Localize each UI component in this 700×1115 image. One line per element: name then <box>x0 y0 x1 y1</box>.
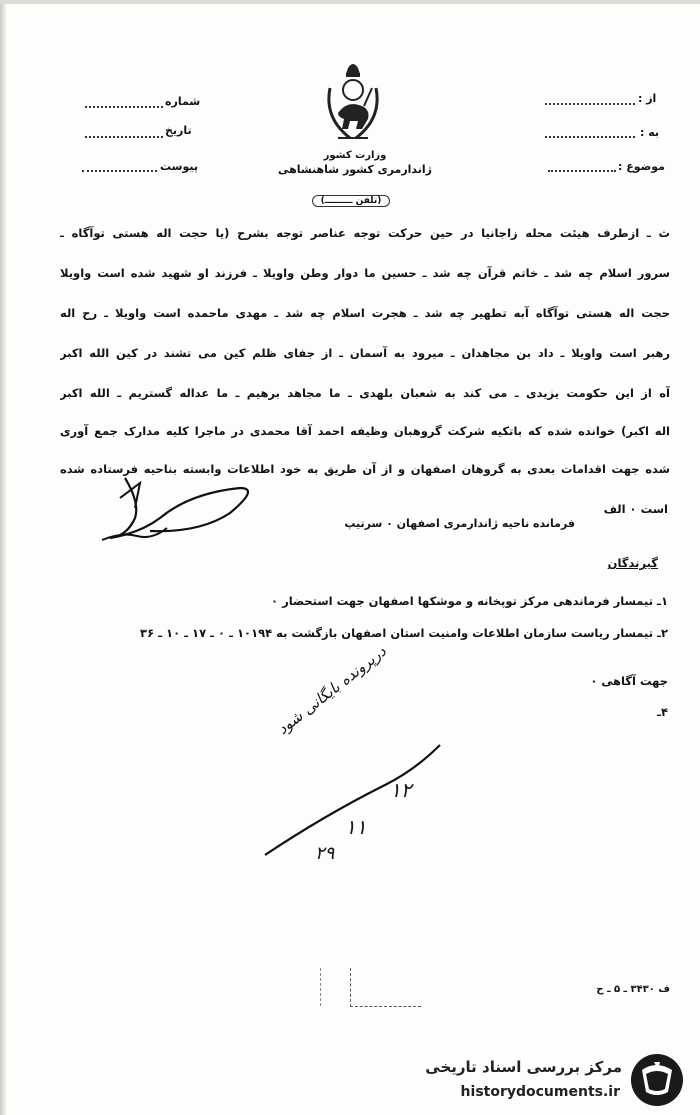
body-line: ث ـ ازطرف هیئت محله زاجانیا در حین حرکت توجه عناصر توجه بشرح (یا حجت اله هستی توآگاه ـ <box>60 226 670 240</box>
subject-field <box>548 170 616 172</box>
body-line: رهبر است واویلا ـ داد بن مجاهدان ـ میرود به آسمان ـ از جفای ظلم کین می تشند در کین الله اکبر <box>60 346 670 360</box>
watermark-title: مرکز بررسی اسناد تاریخی <box>425 1058 622 1076</box>
handwritten-number: ۲۹ <box>315 843 335 864</box>
body-line: حجت اله هستی توآگاه آبه تطهیر چه شد ـ هجرت اسلام چه شد ـ مهدی ماحمده است واویلا ـ رح اله <box>60 306 670 320</box>
office-name: ژاندارمری کشور شاهنشاهی <box>277 163 433 176</box>
recipient-item: ۴ـ <box>657 705 668 719</box>
handwritten-stroke-icon <box>255 735 455 865</box>
from-label: از : <box>638 92 657 105</box>
form-code: ف ۳۴۳۰ ـ ۵ ـ ح <box>596 984 670 995</box>
number-label: شماره <box>165 95 201 108</box>
body-line: شده جهت اقدامات بعدی به گروهان اصفهان و از آن طریق به خود اطلاعات وابسته بناحیه فرستاده شده <box>60 462 670 476</box>
handwritten-note: درپرونده بایگانی شود <box>273 642 390 738</box>
handwritten-number: ۱۱ <box>345 815 367 839</box>
archive-logo-icon <box>628 1052 686 1108</box>
recipients-title: گیرندگان <box>607 556 658 570</box>
page-edge-top <box>0 0 700 4</box>
to-field <box>545 136 635 138</box>
handwritten-number: ۱۲ <box>390 778 412 802</box>
closing-text: است ۰ الف <box>603 502 668 516</box>
recipient-item: ۲ـ تیمسار ریاست سازمان اطلاعات وامنیت استان اصفهان بازگشت به ۱۰۱۹۴ ـ ۰ ـ ۱۷ ـ ۱۰ ـ ۳۶ <box>140 626 668 640</box>
number-field <box>85 106 163 108</box>
watermark-url[interactable]: historydocuments.ir <box>460 1084 620 1100</box>
from-field <box>545 103 635 105</box>
body-line: سرور اسلام چه شد ـ خاتم قرآن چه شد ـ حسین ما دوار وطن واویلا ـ فرزند او شهید شده است واویلا <box>60 266 670 280</box>
recipient-item: ۱ـ تیمسار فرماندهی مرکز توپخانه و موشکها اصفهان جهت استحضار ۰ <box>271 594 668 608</box>
recipient-item: جهت آگاهی ۰ <box>590 674 668 688</box>
attachment-field <box>82 170 157 172</box>
stamp-box <box>350 968 421 1007</box>
body-line: اله اکبر) خوانده شده که باتکیه شرکت گروهبان وظیفه احمد آقا محمدی در ماجرا کلیه مدارک جمع آوری <box>60 424 670 438</box>
phone-box: (تلفن ـــــــــ) <box>312 195 390 207</box>
date-field <box>85 136 163 138</box>
ministry-name: وزارت کشور <box>323 150 387 161</box>
page-edge <box>0 0 6 1115</box>
body-line: آه از این حکومت یزیدی ـ می کند به شعبان بلهدی ـ ما مجاهد برهیم ـ ما عداله گستریم ـ الله اکبر <box>60 386 670 400</box>
stamp-box-left <box>245 968 321 1006</box>
to-label: به : <box>640 126 660 139</box>
lion-and-sun-emblem-icon <box>318 58 388 153</box>
attachment-label: پیوست <box>160 160 198 173</box>
date-label: تاریخ <box>165 124 192 137</box>
signature-underline-icon <box>100 520 170 545</box>
subject-label: موضوع : <box>618 160 665 173</box>
signature-title: فرمانده ناحیه ژاندارمری اصفهان ۰ سرتیپ <box>344 517 575 530</box>
